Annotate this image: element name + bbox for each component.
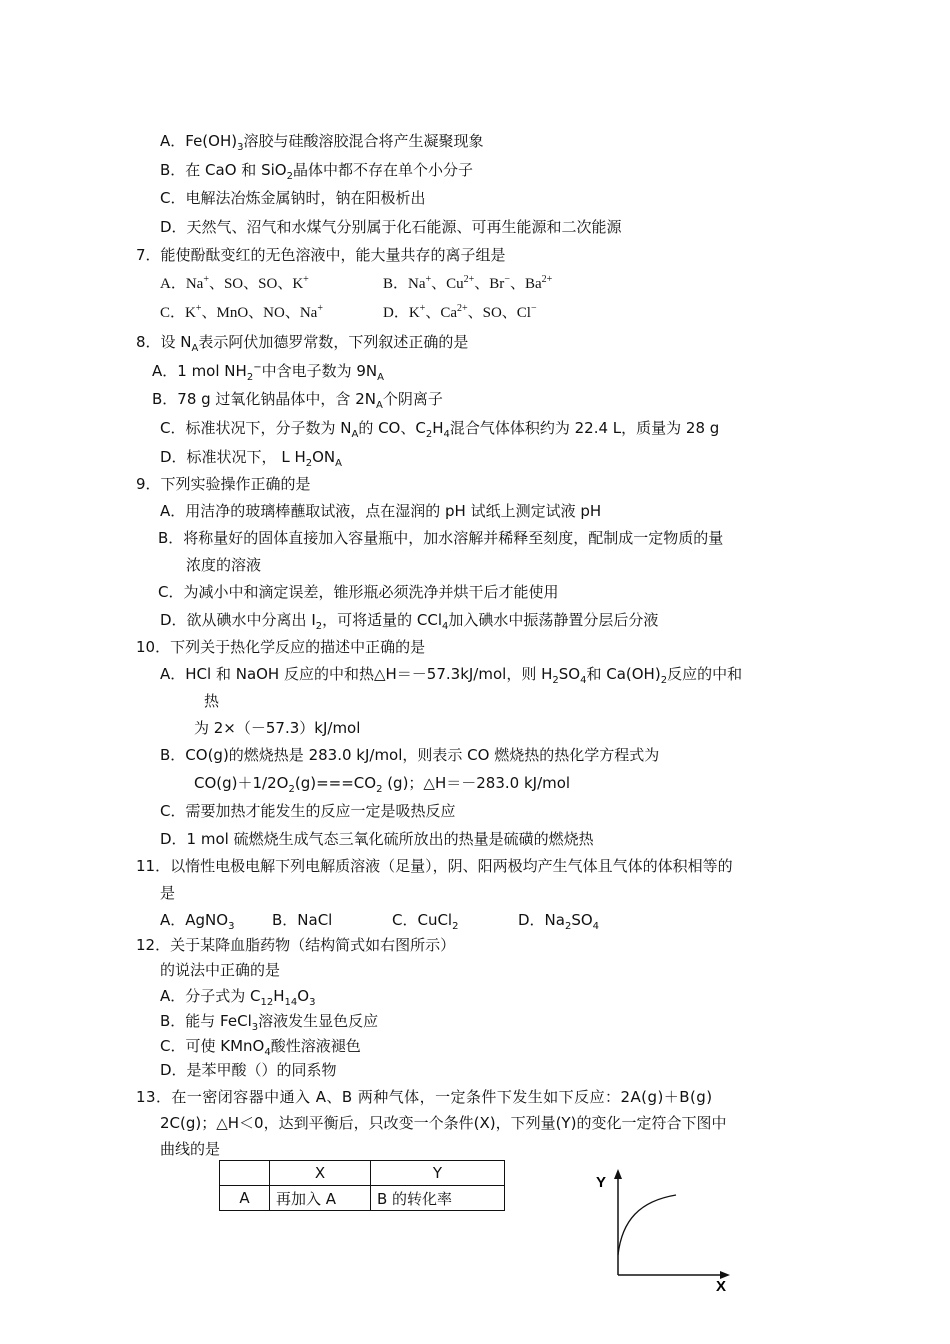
table-cell: A [220, 1186, 270, 1211]
q10-option-a-line2: 热 [204, 692, 220, 710]
q9-option-b-line2: 浓度的溶液 [186, 556, 262, 574]
table-header-cell [220, 1161, 270, 1186]
q12-option-a: A．分子式为 $C_{12}H_{14}O_3$ [160, 987, 316, 1008]
q11-stem-line1: 11．以惰性电极电解下列电解质溶液（足量），阴、阳两极均产生气体且气体的体积相等的 [136, 857, 733, 875]
q13-stem-line2: 2C(g)；△H＜0，达到平衡后，只改变一个条件(X)，下列量(Y)的变化一定符合下图中 [160, 1114, 727, 1132]
table-header-row [220, 1161, 505, 1186]
q13-stem-line3: 曲线的是 [160, 1140, 221, 1158]
q8-option-a: A．1 mol $NH_2^-$中含电子数为 $9N_A$ [152, 362, 384, 383]
q9-option-b-line1: B．将称量好的固体直接加入容量瓶中，加水溶解并稀释至刻度，配制成一定物质的量 [158, 529, 724, 547]
q11-option-c: C．CuCl$_2$ [392, 911, 459, 932]
q10-option-a-line1: A．HCl 和 NaOH 反应的中和热△H＝－57.3kJ/mol，则 $H_2SO_4$和 $Ca(OH)_2$反应的中和 [160, 665, 743, 686]
q11-option-a: A．AgNO$_3$ [160, 911, 235, 932]
q9-option-d: D．欲从碘水中分离出 $I_2$，可将适量的 CCl$_4$加入碘水中振荡静置分层后分液 [160, 611, 659, 632]
q10-option-b-line2: $CO(g)+1/2O_2(g)===CO_2$ (g)；△H＝－283.0 kJ/mol [194, 774, 571, 795]
q12-option-d: D．是苯甲酸（）的同系物 [160, 1061, 337, 1079]
q8-option-c: C．标准状况下，分子数为 $N_A$的 CO、$C_2H_4$混合气体体积约为 22.4 L，质量为 28 g [160, 419, 720, 440]
q10-option-b-line1: B．CO(g)的燃烧热是 283.0 kJ/mol，则表示 CO 燃烧热的热化学方程式为 [160, 746, 660, 764]
q10-option-c: C．需要加热才能发生的反应一定是吸热反应 [160, 802, 456, 820]
q10-option-d: D．1 mol 硫燃烧生成气态三氧化硫所放出的热量是硫磺的燃烧热 [160, 830, 594, 848]
q7-option-d: D．K+、$Ca^{2+}$、SO、Cl− [383, 303, 537, 321]
q13-stem-line1: 13．在一密闭容器中通入 A、B 两种气体，一定条件下发生如下反应：2A(g)＋B(g) [136, 1088, 713, 1106]
y-axis-label: Y [596, 1174, 607, 1191]
q7-stem: 7．能使酚酞变红的无色溶液中，能大量共存的离子组是 [136, 246, 506, 264]
y-axis-arrow [614, 1169, 622, 1179]
q12-stem-line2: 的说法中正确的是 [160, 961, 281, 979]
table-header-cell: Y [371, 1161, 505, 1186]
q11-option-b: B．NaCl [272, 911, 333, 929]
table-cell: B 的转化率 [371, 1186, 505, 1211]
x-axis-label: X [716, 1278, 727, 1295]
q7-option-c: C．K+、MnO、NO、Na+ [160, 303, 323, 321]
q6-option-d: D．天然气、沼气和水煤气分别属于化石能源、可再生能源和二次能源 [160, 218, 622, 236]
table-header-cell: X [270, 1161, 371, 1186]
q8-option-b: B．78 g 过氧化钠晶体中，含 $2N_A$个阴离子 [152, 390, 443, 411]
q6-option-b: B．在 CaO 和 SiO$_2$晶体中都不存在单个小分子 [160, 161, 473, 182]
q8-option-d: D．标准状况下， L $H_2ON_A$ [160, 448, 342, 469]
table-cell: 再加入 A [270, 1186, 371, 1211]
q13-curve-graph [590, 1165, 740, 1295]
q9-option-c: C．为减小中和滴定误差，锥形瓶必须洗净并烘干后才能使用 [158, 583, 559, 601]
q11-stem-line2: 是 [160, 884, 176, 902]
q8-stem: 8．设 $N_A$表示阿伏加德罗常数，下列叙述正确的是 [136, 333, 469, 354]
q10-option-a-line3: 为 2×（－57.3）kJ/mol [194, 719, 361, 737]
table-row [220, 1186, 505, 1211]
q13-table [219, 1160, 505, 1211]
q12-option-b: B．能与 FeCl$_3$溶液发生显色反应 [160, 1012, 379, 1033]
q9-option-a: A．用洁净的玻璃棒蘸取试液，点在湿润的 pH 试纸上测定试液 pH [160, 502, 602, 520]
curve [618, 1195, 676, 1255]
q6-option-c: C．电解法冶炼金属钠时，钠在阳极析出 [160, 189, 426, 207]
q9-stem: 9．下列实验操作正确的是 [136, 475, 311, 493]
q6-option-a: A．$Fe(OH)_3$溶胶与硅酸溶胶混合将产生凝聚现象 [160, 132, 484, 153]
q12-option-c: C．可使 KMnO$_4$酸性溶液褪色 [160, 1037, 361, 1058]
q11-option-d: D．$Na_2SO_4$ [518, 911, 600, 932]
q10-stem: 10．下列关于热化学反应的描述中正确的是 [136, 638, 426, 656]
q7-option-b: B．Na+、$Cu^{2+}$、Br−、$Ba^{2+}$ [383, 274, 553, 292]
q7-option-a: A．Na+、SO、SO、K+ [160, 274, 309, 292]
q12-stem-line1: 12．关于某降血脂药物（结构简式如右图所示） [136, 936, 456, 954]
